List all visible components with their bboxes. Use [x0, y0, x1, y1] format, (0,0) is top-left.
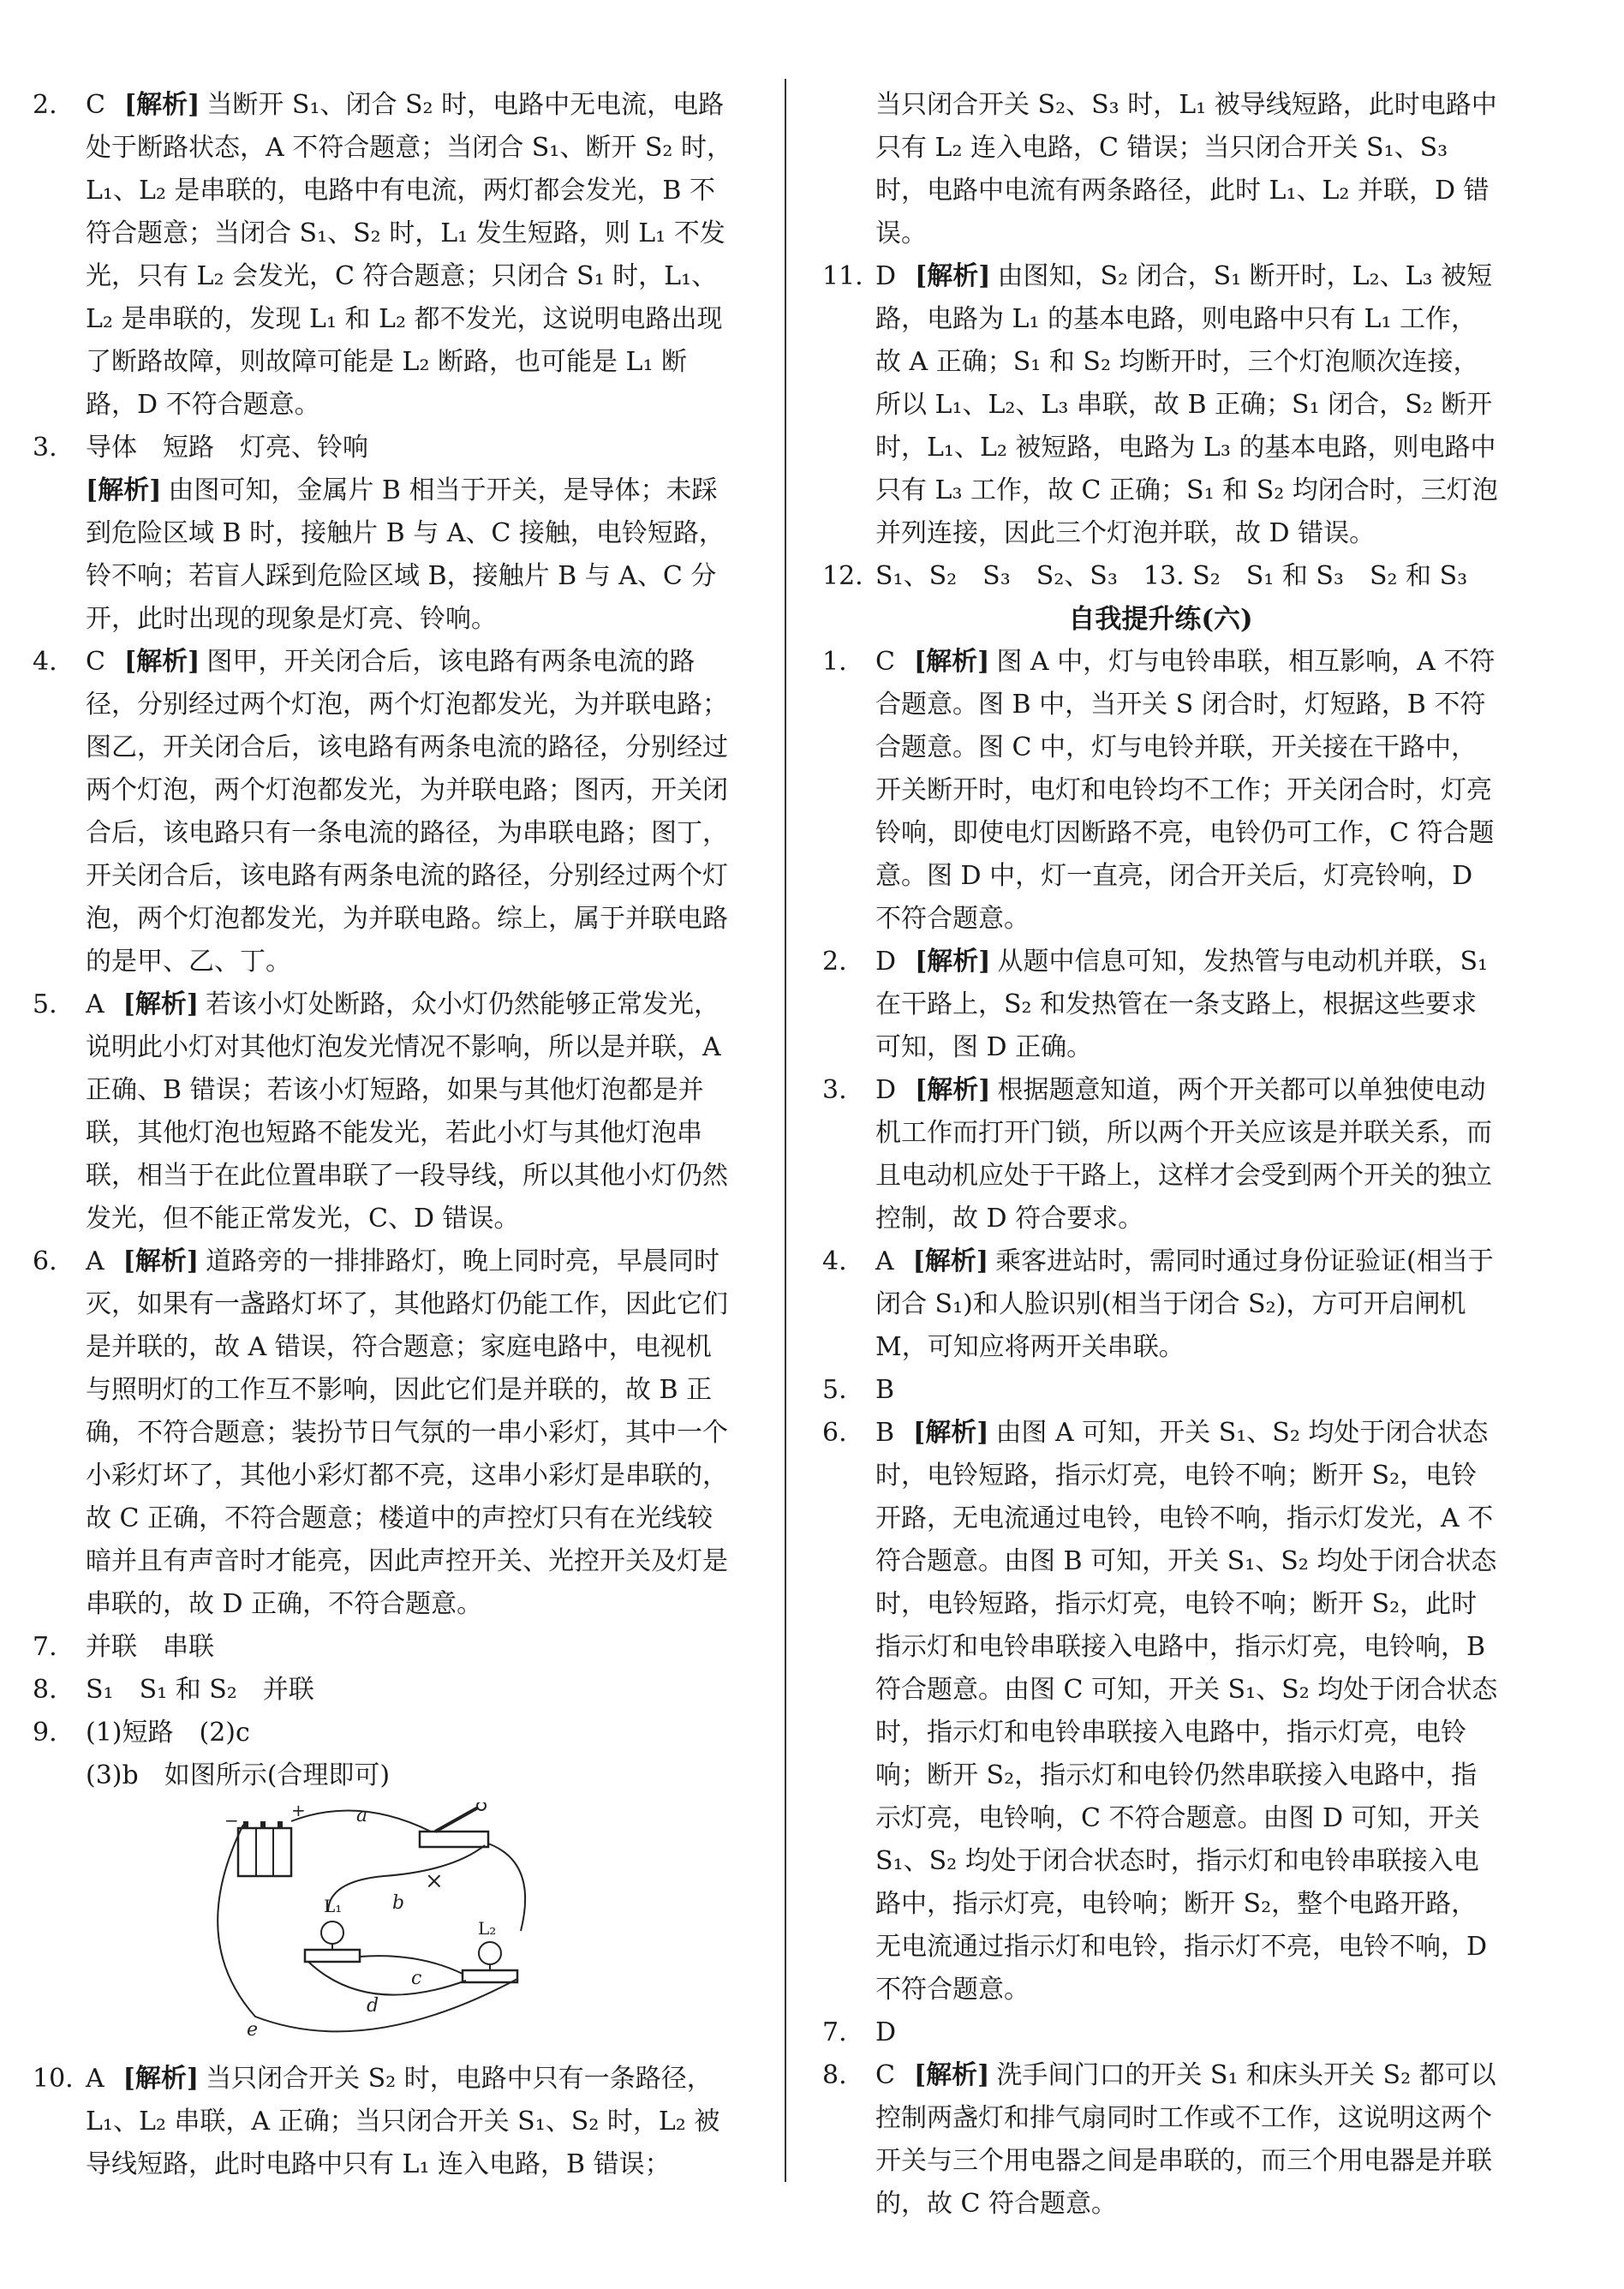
analysis-tag: [解析] — [913, 1418, 989, 1448]
cross-mark: × — [425, 1868, 444, 1894]
analysis-tag: [解析] — [915, 261, 991, 291]
item-text: 根据题意知道，两个开关都可以单独使电动机工作而打开门锁，所以两个开关应该是并联关系，而且电动机应处于干路上，这样才会受到两个开关的独立控制，故 D 符合要求。 — [875, 1075, 1492, 1234]
item-text: 道路旁的一排排路灯，晚上同时亮，早晨同时灭，如果有一盏路灯坏了，其他路灯仍能工作，因此它们是并联的，故 A 错误，符合题意；家庭电路中，电视机与照明灯的工作互不影响，因此它们是并联的，故 B 正确，不符合题意；装扮节日气氛的一串小彩灯，其中一个小彩灯坏了，其他小彩灯都不亮，这串小彩灯是串联的，故 C 正确，不符合题意；楼道中的声控灯只有在光线较暗并且有声音时才能亮，因此声控开关、光控开关及灯是串联的，故 D 正确，不符合题意。 — [86, 1246, 728, 1619]
item-number: 3. — [33, 433, 57, 463]
self-improve-item-5 — [822, 1369, 1499, 1412]
section-title: 自我提升练(六) — [1068, 604, 1253, 635]
item-answer: D — [875, 2017, 897, 2047]
item-answer: D — [875, 261, 897, 291]
column-divider — [785, 79, 786, 2182]
self-improve-item-7 — [822, 2011, 1499, 2054]
item-text: 乘客进站时，需同时通过身份证验证(相当于闭合 S₁)和人脸识别(相当于闭合 S₂)，方可开启闸机 M，可知应将两开关串联。 — [875, 1246, 1494, 1362]
battery-icon — [238, 1821, 291, 1876]
analysis-tag: [解析] — [123, 647, 200, 677]
wire-c-label: c — [411, 1968, 422, 1989]
right-column — [822, 84, 1499, 2226]
lamp-l1-label: L₁ — [324, 1896, 343, 1916]
item-text: 当只闭合开关 S₂ 时，电路中只有一条路径，L₁、L₂ 串联，A 正确；当只闭合开关 S₁、S₂ 时，L₂ 被导线短路，此时电路中只有 L₁ 连入电路，B 错误； — [86, 2064, 720, 2179]
wire-b-label: b — [392, 1892, 405, 1914]
answer-item-12-13 — [822, 555, 1499, 598]
answer-item-9 — [33, 1712, 735, 1754]
item-number: 8. — [33, 1675, 57, 1705]
circuit-diagram — [195, 1802, 555, 2051]
item-number: 3. — [822, 1075, 847, 1105]
item-text: 图 A 中，灯与电铃串联，相互影响，A 不符合题意。图 B 中，当开关 S 闭合时，灯短路，B 不符合题意。图 C 中，灯与电铃并联，开关接在干路中，开关断开时，电灯和电铃均不工作；开关闭合时，灯亮铃响，即使电灯因断路不亮，电铃仍可工作，C 符合题意。图 D 中，灯一直亮，闭合开关后，灯亮铃响，D 不符合题意。 — [875, 647, 1496, 934]
wire-b — [328, 1845, 485, 1912]
item-text: 从题中信息可知，发热管与电动机并联，S₁ 在干路上，S₂ 和发热管在一条支路上，根据这些要求可知，图 D 正确。 — [875, 947, 1489, 1062]
item-answer: S₁、S₂ S₃ S₂、S₃ 13. S₂ S₁ 和 S₃ S₂ 和 S₃ — [875, 561, 1468, 591]
item-number: 7. — [33, 1632, 57, 1662]
item-answer: (1)短路 (2)c — [86, 1718, 250, 1748]
item-number: 10. — [33, 2064, 74, 2094]
answer-item-9-part3 — [33, 1754, 735, 1797]
item-answer: A — [86, 2064, 104, 2094]
item-number: 4. — [822, 1246, 847, 1276]
item-number: 5. — [33, 989, 57, 1019]
item-number: 5. — [822, 1375, 847, 1405]
wire-e-label: e — [247, 2019, 259, 2041]
item-answer: C — [86, 647, 105, 677]
answer-item-2 — [33, 84, 735, 427]
self-improve-item-2 — [822, 941, 1499, 1069]
answer-item-3 — [33, 427, 735, 469]
analysis-tag: [解析] — [122, 1246, 200, 1276]
self-improve-item-4 — [822, 1240, 1499, 1369]
analysis-tag: [解析] — [915, 1075, 991, 1105]
self-improve-item-8 — [822, 2054, 1499, 2226]
item-answer: B — [875, 1418, 895, 1448]
item-text: 由图可知，金属片 B 相当于开关，是导体；未踩到危险区域 B 时，接触片 B 与 A、C 接触，电铃短路，铃不响；若盲人踩到危险区域 B，接触片 B 与 A、C 分开，此时出现的现象是灯亮、铃响。 — [86, 475, 725, 634]
analysis-tag: [解析] — [123, 90, 200, 120]
item-answer: B — [875, 1375, 895, 1405]
item-number: 2. — [33, 90, 57, 120]
item-text: 图甲，开关闭合后，该电路有两条电流的路径，分别经过两个灯泡，两个灯泡都发光，为并联电路；图乙，开关闭合后，该电路有两条电流的路径，分别经过两个灯泡，两个灯泡都发光，为并联电路；图丙，开关闭合后，该电路只有一条电流的路径，为串联电路；图丁，开关闭合后，该电路有两条电流的路径，分别经过两个灯泡，两个灯泡都发光，为并联电路。综上，属于并联电路的是甲、乙、丁。 — [86, 647, 728, 977]
item-answer: C — [875, 647, 895, 677]
item-answer: 导体 短路 灯亮、铃响 — [86, 433, 368, 463]
answer-item-6 — [33, 1240, 735, 1626]
answer-item-8 — [33, 1669, 735, 1712]
item-number: 2. — [822, 947, 847, 977]
self-improve-item-3 — [822, 1069, 1499, 1240]
answer-item-4 — [33, 641, 735, 983]
item-text: 当只闭合开关 S₂、S₃ 时，L₁ 被导线短路，此时电路中只有 L₂ 连入电路，C 错误；当只闭合开关 S₁、S₃ 时，电路中电流有两条路径，此时 L₁、L₂ 并联，D 错误。 — [875, 90, 1497, 248]
item-number: 6. — [822, 1418, 847, 1448]
switch-icon — [420, 1802, 488, 1847]
item-answer: A — [875, 1246, 894, 1276]
analysis-tag: [解析] — [913, 647, 990, 677]
item-answer: C — [86, 90, 105, 120]
left-column — [33, 84, 735, 2186]
analysis-tag: [解析] — [122, 989, 200, 1019]
item-number: 11. — [822, 261, 863, 291]
analysis-tag: [解析] — [86, 475, 162, 505]
item-number: 1. — [822, 647, 847, 677]
item-text: 若该小灯处断路，众小灯仍然能够正常发光，说明此小灯对其他灯泡发光情况不影响，所以是并联，A 正确、B 错误；若该小灯短路，如果与其他灯泡都是并联，其他灯泡也短路不能发光，若此小灯与其他灯泡串联，相当于在此位置串联了一段导线，所以其他小灯仍然发光，但不能正常发光，C、D 错误。 — [86, 989, 728, 1234]
answer-item-10-continued — [822, 84, 1499, 255]
lamp-l1-icon — [305, 1921, 360, 1962]
item-text: 由图知，S₂ 闭合，S₁ 断开时，L₂、L₃ 被短路，电路为 L₁ 的基本电路，则电路中只有 L₁ 工作，故 A 正确；S₁ 和 S₂ 均断开时，三个灯泡顺次连接，所以 L₁、L₂、L₃ 串联，故 B 正确；S₁ 闭合，S₂ 断开时，L₁、L₂ 被短路，电路为 L₃ 的基本电路，则电路中只有 L₃ 工作，故 C 正确；S₁ 和 S₂ 均闭合时，三灯泡并列连接，因此三个灯泡并联，故 D 错误。 — [875, 261, 1498, 548]
item-answer: C — [875, 2060, 895, 2090]
item-answer: A — [86, 1246, 104, 1276]
item-number: 7. — [822, 2017, 847, 2047]
minus-label: − — [224, 1810, 239, 1831]
analysis-tag: [解析] — [122, 2064, 200, 2094]
item-answer: S₁ S₁ 和 S₂ 并联 — [86, 1675, 314, 1705]
item-answer: D — [875, 1075, 897, 1105]
wire-d-label: d — [367, 1995, 379, 2017]
item-text: 由图 A 可知，开关 S₁、S₂ 均处于闭合状态时，电铃短路，指示灯亮，电铃不响；断开 S₂，电铃开路，无电流通过电铃，电铃不响，指示灯发光，A 不符合题意。由图 B 可知，开关 S₁、S₂ 均处于闭合状态时，电铃短路，指示灯亮，电铃不响；断开 S₂，此时指示灯和电铃串联接入电路中，指示灯亮，电铃响，B 符合题意。由图 C 可知，开关 S₁、S₂ 均处于闭合状态时，指示灯和电铃串联接入电路中，指示灯亮，电铃响；断开 S₂，指示灯和电铃仍然串联接入电路中，指示灯亮，电铃响，C 不符合题意。由图 D 可知，开关 S₁、S₂ 均处于闭合状态时，指示灯和电铃串联接入电路中，指示灯亮，电铃响；断开 S₂，整个电路开路，无电流通过指示灯和电铃，指示灯不亮，电铃不响，D 不符合题意。 — [875, 1418, 1498, 2005]
item-answer: D — [875, 947, 897, 977]
item-number: 4. — [33, 647, 57, 677]
item-number: 12. — [822, 561, 863, 591]
item-text: 当断开 S₁、闭合 S₂ 时，电路中无电流，电路处于断路状态，A 不符合题意；当闭合 S₁、断开 S₂ 时，L₁、L₂ 是串联的，电路中有电流，两灯都会发光，B 不符合题意；当闭合 S₁、S₂ 时，L₁ 发生短路，则 L₁ 不发光，只有 L₂ 会发光，C 符合题意；只闭合 S₁ 时，L₁、L₂ 是串联的，发现 L₁ 和 L₂ 都不发光，这说明电路出现了断路故障，则故障可能是 L₂ 断路，也可能是 L₁ 断路，D 不符合题意。 — [86, 90, 732, 420]
wire-d — [308, 1962, 466, 1995]
answer-item-10 — [33, 2058, 735, 2186]
answer-item-5 — [33, 983, 735, 1240]
item-number: 9. — [33, 1718, 57, 1748]
answer-item-11 — [822, 255, 1499, 555]
item-answer: 并联 串联 — [86, 1632, 214, 1662]
lamp-l2-icon — [463, 1942, 517, 1982]
wire-a-label: a — [356, 1805, 368, 1826]
self-improve-item-6 — [822, 1412, 1499, 2011]
analysis-tag: [解析] — [913, 2060, 990, 2090]
item-answer: A — [86, 989, 104, 1019]
analysis-tag: [解析] — [912, 1246, 989, 1276]
answer-item-3-analysis — [33, 469, 735, 641]
circuit-figure — [195, 1802, 555, 2051]
item-number: 6. — [33, 1246, 57, 1276]
answer-item-7 — [33, 1626, 735, 1669]
analysis-tag: [解析] — [915, 947, 991, 977]
lamp-l2-label: L₂ — [478, 1918, 497, 1939]
item-answer: (3)b 如图所示(合理即可) — [86, 1760, 391, 1790]
item-text: 洗手间门口的开关 S₁ 和床头开关 S₂ 都可以控制两盏灯和排气扇同时工作或不工作，这说明这两个开关与三个用电器之间是串联的，而三个用电器是并联的，故 C 符合题意。 — [875, 2060, 1496, 2219]
plus-label: + — [291, 1802, 306, 1820]
item-number: 8. — [822, 2060, 847, 2090]
self-improve-item-1 — [822, 641, 1499, 941]
